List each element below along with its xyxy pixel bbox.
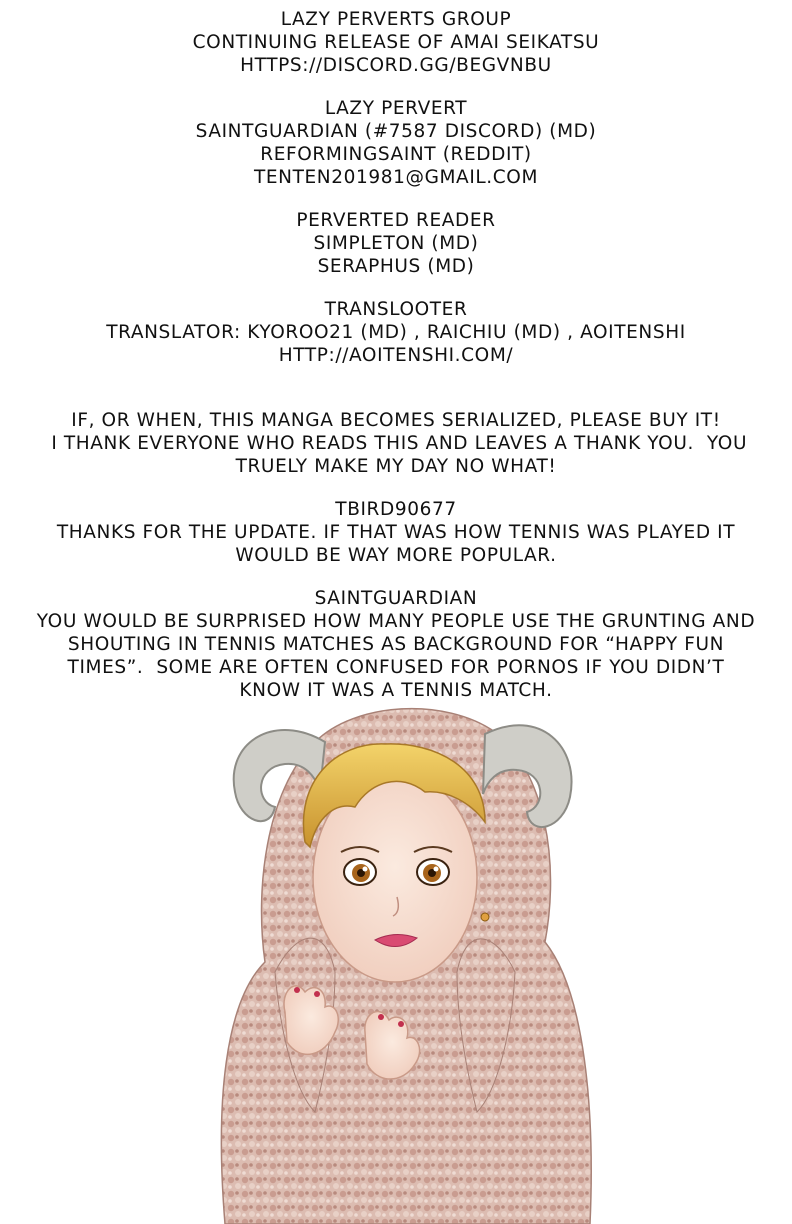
comment-line: WOULD BE WAY MORE POPULAR. — [235, 545, 557, 566]
comment-line: KNOW IT WAS A TENNIS MATCH. — [239, 680, 553, 701]
email-link[interactable]: TENTEN201981@GMAIL.COM — [253, 167, 538, 188]
credit-line: TRANSLATOR: KYOROO21 (MD) , RAICHIU (MD) , AOITENSHI — [106, 322, 686, 343]
message-block-thanks — [0, 409, 792, 478]
credit-block-translooter — [0, 298, 792, 367]
comment-line: THANKS FOR THE UPDATE. IF THAT WAS HOW TENNIS WAS PLAYED IT — [56, 522, 736, 543]
credit-block-lazy-pervert — [0, 97, 792, 189]
credit-line: SAINTGUARDIAN (#7587 DISCORD) (MD) — [195, 121, 597, 142]
credit-line: SIMPLETON (MD) — [313, 233, 479, 254]
commenter-name: TBIRD90677 — [335, 499, 457, 520]
message-line: IF, OR WHEN, THIS MANGA BECOMES SERIALIZED, PLEASE BUY IT! — [71, 410, 721, 431]
sheep-girl-illustration — [185, 672, 605, 1224]
comment-block-tbird — [0, 498, 792, 567]
role-heading: LAZY PERVERT — [324, 98, 468, 119]
role-heading: TRANSLOOTER — [324, 299, 468, 320]
message-line: TRUELY MAKE MY DAY NO WHAT! — [235, 456, 557, 477]
credit-line: SERAPHUS (MD) — [317, 256, 475, 277]
earring — [481, 913, 489, 921]
release-note: CONTINUING RELEASE OF AMAI SEIKATSU — [192, 32, 600, 53]
comment-line: YOU WOULD BE SURPRISED HOW MANY PEOPLE USE THE GRUNTING AND — [36, 611, 756, 632]
commenter-name: SAINTGUARDIAN — [314, 588, 478, 609]
discord-link[interactable]: HTTPS://DISCORD.GG/BEGVNBU — [240, 55, 552, 76]
comment-line: TIMES”. SOME ARE OFTEN CONFUSED FOR PORNOS IF YOU DIDN’T — [67, 657, 725, 678]
message-line: I THANK EVERYONE WHO READS THIS AND LEAVES A THANK YOU. YOU — [44, 433, 748, 454]
credit-block-reader — [0, 209, 792, 278]
comment-line: SHOUTING IN TENNIS MATCHES AS BACKGROUND FOR “HAPPY FUN — [67, 634, 725, 655]
credit-line: REFORMINGSAINT (REDDIT) — [260, 144, 532, 165]
credits-text-area — [0, 8, 792, 722]
role-heading: PERVERTED READER — [296, 210, 496, 231]
website-link[interactable]: HTTP://AOITENSHI.COM/ — [278, 345, 514, 366]
spacer — [0, 387, 792, 409]
credit-block-group — [0, 8, 792, 77]
group-name: LAZY PERVERTS GROUP — [280, 9, 512, 30]
